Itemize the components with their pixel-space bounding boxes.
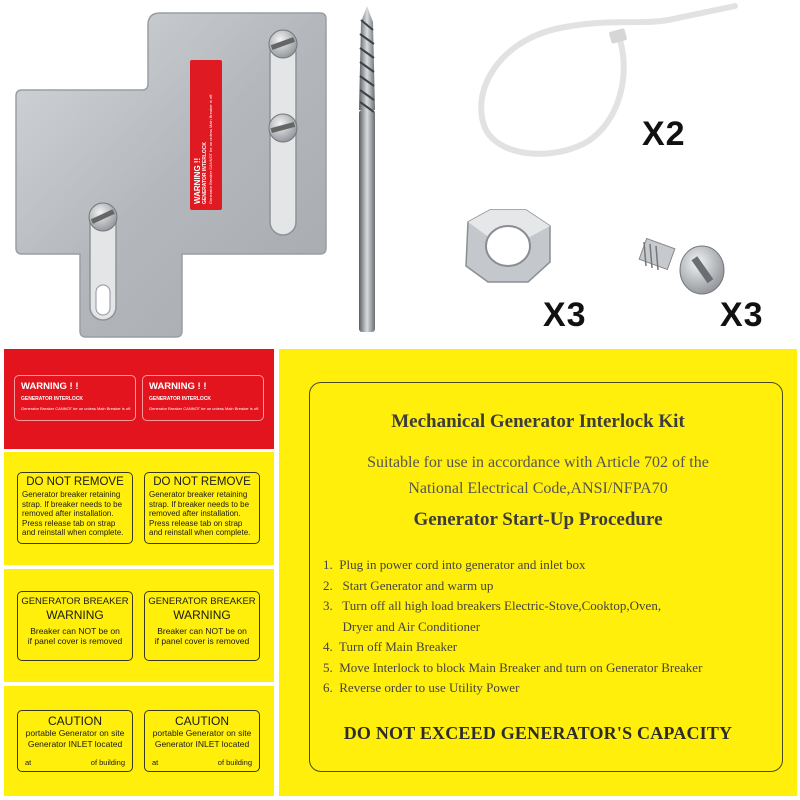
generator-breaker-warning: WARNING xyxy=(46,608,104,622)
warning-subtitle: GENERATOR INTERLOCK xyxy=(149,396,212,402)
do-not-remove-text: Generator breaker retaining strap. If breaker needs to be removed after installation. Press release tab on strap and reinstall when complete. xyxy=(149,490,251,537)
capacity-warning: DO NOT EXCEED GENERATOR'S CAPACITY xyxy=(343,723,733,743)
plate-screw-lower xyxy=(89,203,117,231)
caution-sticker xyxy=(17,710,133,772)
caution-at: at xyxy=(152,758,159,767)
hex-nut-quantity: X3 xyxy=(543,296,587,334)
generator-breaker-warning: WARNING xyxy=(173,608,231,622)
cable-tie-quantity: X2 xyxy=(642,115,686,153)
hex-nut xyxy=(466,210,550,282)
procedure-step: 4. Turn off Main Breaker xyxy=(323,639,458,654)
shoulder-screw-quantity: X3 xyxy=(720,296,764,334)
caution-title: CAUTION xyxy=(175,714,229,728)
generator-breaker-line1: Breaker can NOT be on xyxy=(30,626,120,636)
generator-breaker-line1: Breaker can NOT be on xyxy=(157,626,247,636)
generator-breaker-title: GENERATOR BREAKER xyxy=(148,596,256,607)
procedure-title: Generator Start-Up Procedure xyxy=(413,509,663,530)
warning-text: Generator Breaker CANNOT be on unless Main Breaker is off. xyxy=(149,406,260,411)
procedure-step: 5. Move Interlock to block Main Breaker and turn on Generator Breaker xyxy=(323,659,703,675)
procedure-step: 3. Turn off all high load breakers Electric-Stove,Cooktop,Oven, xyxy=(323,598,662,613)
procedure-step: 1. Plug in power cord into generator and inlet box xyxy=(323,557,586,572)
warning-subtitle: GENERATOR INTERLOCK xyxy=(21,396,84,402)
caution-sheet xyxy=(4,686,274,796)
plate-label-subtitle: GENERATOR INTERLOCK xyxy=(202,141,208,204)
generator-breaker-sheet xyxy=(4,569,274,682)
caution-at: at xyxy=(25,758,32,767)
plate-screw-top xyxy=(269,30,297,58)
caution-sticker xyxy=(144,710,260,772)
do-not-remove-sticker xyxy=(144,472,260,544)
red-warning-sheet xyxy=(4,349,274,449)
plate-warning-label xyxy=(190,60,222,210)
do-not-remove-title: DO NOT REMOVE xyxy=(26,476,124,488)
generator-breaker-line2: if panel cover is removed xyxy=(27,636,123,646)
do-not-remove-sticker xyxy=(17,472,133,544)
code-compliance-line2: National Electrical Code,ANSI/NFPA70 xyxy=(408,480,668,497)
generator-breaker-sticker xyxy=(17,591,133,661)
warning-sticker xyxy=(142,375,264,421)
caution-line2: Generator INLET located xyxy=(27,739,123,749)
code-compliance-line1: Suitable for use in accordance with Article 702 of the xyxy=(367,454,709,471)
kit-parts-illustration xyxy=(0,0,800,345)
caution-title: CAUTION xyxy=(48,714,102,728)
caution-of-building: of building xyxy=(217,758,252,767)
shoulder-screw xyxy=(639,239,724,294)
cable-tie xyxy=(481,6,735,154)
warning-title: WARNING ! ! xyxy=(149,381,207,392)
warning-text: Generator Breaker CANNOT be on unless Main Breaker is off. xyxy=(21,406,132,411)
caution-line1: portable Generator on site xyxy=(152,728,252,738)
generator-breaker-sticker xyxy=(144,591,260,661)
do-not-remove-text: Generator breaker retaining strap. If breaker needs to be removed after installation. Press release tab on strap and reinstall when complete. xyxy=(22,490,124,537)
generator-breaker-title: GENERATOR BREAKER xyxy=(21,596,129,607)
procedure-step: Dryer and Air Conditioner xyxy=(323,618,481,634)
procedure-step: 2. Start Generator and warm up xyxy=(323,577,494,593)
kit-title: Mechanical Generator Interlock Kit xyxy=(391,411,685,432)
interlock-plate xyxy=(16,13,326,337)
warning-title: WARNING ! ! xyxy=(21,381,79,392)
plate-screw-middle xyxy=(269,114,297,142)
kit-parts-photo xyxy=(0,0,800,345)
caution-line1: portable Generator on site xyxy=(25,728,125,738)
code-compliance-text xyxy=(279,450,797,502)
plate-label-title: WARNING !! xyxy=(193,157,202,204)
caution-of-building: of building xyxy=(90,758,125,767)
caution-line2: Generator INLET located xyxy=(154,739,250,749)
plate-label-text: Generator Breaker CANNOT be on unless Main Breaker is off. xyxy=(208,93,213,204)
procedure-step: 6. Reverse order to use Utility Power xyxy=(323,680,520,695)
procedure-label xyxy=(279,349,797,796)
drill-bit xyxy=(359,6,375,332)
do-not-remove-title: DO NOT REMOVE xyxy=(153,476,251,488)
generator-breaker-line2: if panel cover is removed xyxy=(154,636,250,646)
procedure-steps xyxy=(323,555,702,699)
warning-sticker xyxy=(14,375,136,421)
do-not-remove-sheet xyxy=(4,452,274,565)
